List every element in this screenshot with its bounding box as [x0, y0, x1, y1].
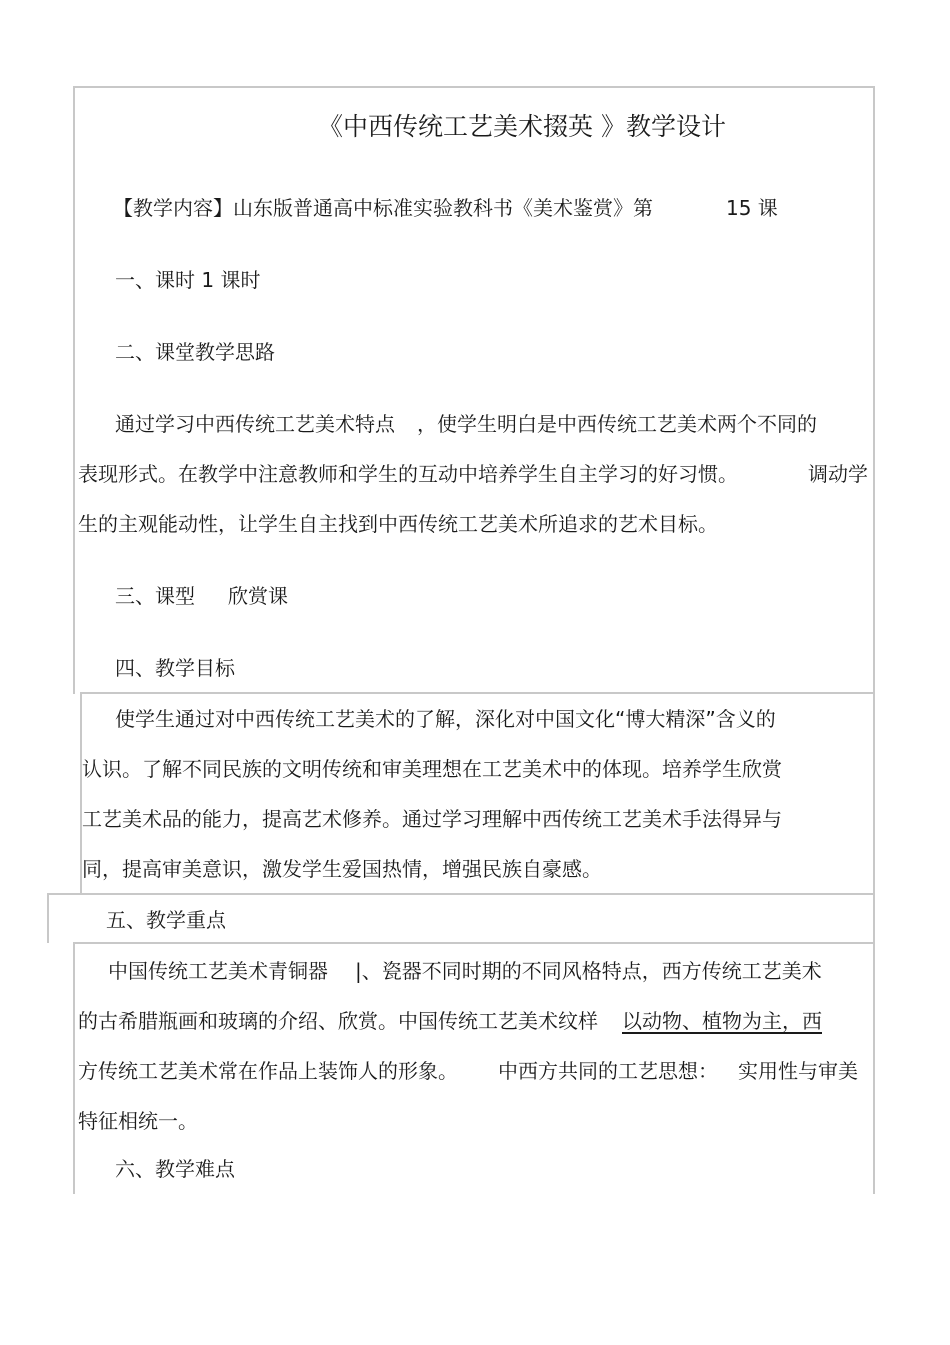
teaching-approach-line-1a: 通过学习中西传统工艺美术特点	[115, 412, 395, 436]
table-left-border-lower	[73, 942, 75, 1194]
objectives-line-2: 认识。了解不同民族的文明传统和审美理想在工艺美术中的体现。培养学生欣赏	[82, 757, 782, 781]
section-key-points-heading: 五、教学重点	[106, 908, 226, 932]
section-difficulties-heading: 六、教学难点	[115, 1157, 235, 1181]
objectives-line-1: 使学生通过对中西传统工艺美术的了解，深化对中国文化“博大精深”含义的	[115, 707, 776, 731]
section-class-hours: 一、课时 1 课时	[115, 268, 261, 292]
table-right-border	[873, 86, 875, 1194]
table-left-border-upper	[73, 86, 75, 694]
section-objectives-heading: 四、教学目标	[115, 656, 235, 680]
objectives-line-3: 工艺美术品的能力，提高艺术修养。通过学习理解中西传统工艺美术手法得异与	[82, 807, 782, 831]
teaching-approach-line-1b: ，使学生明白是中西传统工艺美术两个不同的	[417, 412, 817, 436]
section-teaching-approach-heading: 二、课堂教学思路	[115, 340, 275, 364]
section-lesson-type-label: 三、课型	[115, 584, 195, 608]
teaching-approach-line-2b: 调动学	[808, 462, 868, 486]
key-points-line-2a: 的古希腊瓶画和玻璃的介绍、欣赏。中国传统工艺美术纹样	[78, 1009, 598, 1033]
key-points-line-3a: 方传统工艺美术常在作品上装饰人的形象。	[78, 1059, 458, 1083]
key-points-line-1b: |、瓷器不同时期的不同风格特点，西方传统工艺美术	[355, 959, 822, 983]
key-points-line-3b: 中西方共同的工艺思想：	[498, 1059, 718, 1083]
row-divider-objectives-top	[80, 692, 875, 694]
teaching-approach-line-2a: 表现形式。在教学中注意教师和学生的互动中培养学生自主学习的好习惯。	[78, 462, 738, 486]
content-label: 【教学内容】山东版普通高中标准实验教科书《美术鉴赏》第	[113, 196, 653, 220]
table-top-border	[73, 86, 875, 88]
table-left-border-keypoints-heading	[47, 893, 49, 943]
key-points-line-3c: 实用性与审美	[738, 1059, 858, 1083]
content-lesson: 15 课	[726, 196, 778, 220]
row-divider-keypoints-body	[73, 942, 875, 944]
teaching-approach-line-3: 生的主观能动性，让学生自主找到中西传统工艺美术所追求的艺术目标。	[78, 512, 718, 536]
key-points-line-4: 特征相统一。	[78, 1109, 198, 1133]
row-divider-keypoints-top	[47, 893, 875, 895]
key-points-line-1a: 中国传统工艺美术青铜器	[108, 959, 328, 983]
page-title: 《中西传统工艺美术掇英 》教学设计	[318, 112, 726, 141]
key-points-line-2b: 以动物、植物为主，西	[622, 1009, 822, 1033]
section-lesson-type-value: 欣赏课	[228, 584, 288, 608]
objectives-line-4: 同，提高审美意识，激发学生爱国热情，增强民族自豪感。	[82, 857, 602, 881]
